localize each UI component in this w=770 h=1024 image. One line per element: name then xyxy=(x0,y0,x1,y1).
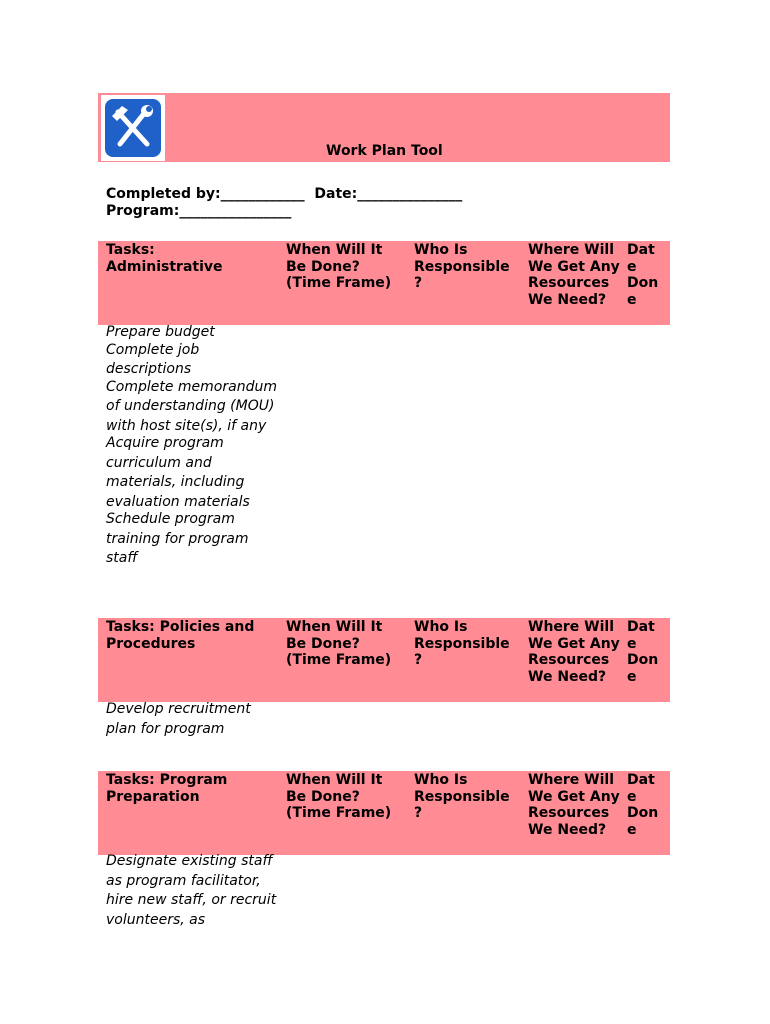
col-date-done: Dat e Don e xyxy=(627,619,659,685)
hammer-wrench-icon xyxy=(101,95,165,161)
list-item: Schedule program training for program staff xyxy=(106,511,249,566)
col-who: Who Is Responsible ? xyxy=(414,772,510,821)
date-field[interactable]: Date:_______________ xyxy=(314,186,463,202)
section-heading: Tasks: Administrative xyxy=(106,242,223,275)
task-list-preparation xyxy=(106,852,278,928)
section-heading: Tasks: Program Preparation xyxy=(106,772,228,805)
col-where: Where Will We Get Any Resources We Need? xyxy=(528,619,620,685)
col-when: When Will It Be Done? (Time Frame) xyxy=(286,619,392,668)
task-list-policies xyxy=(106,700,278,737)
list-item: Develop recruitment plan for program xyxy=(106,701,251,737)
section-heading: Tasks: Policies and Procedures xyxy=(106,619,255,652)
completed-by-field[interactable]: Completed by:____________ xyxy=(106,186,305,202)
col-date-done: Dat e Don e xyxy=(627,242,659,308)
col-who: Who Is Responsible ? xyxy=(414,242,510,291)
col-where: Where Will We Get Any Resources We Need? xyxy=(528,242,620,308)
section-header-administrative xyxy=(98,241,670,325)
list-item: Complete memorandum of understanding (MOU) with host site(s), if any xyxy=(106,378,277,434)
col-when: When Will It Be Done? (Time Frame) xyxy=(286,772,392,821)
list-item: Prepare budget xyxy=(106,324,215,340)
program-field[interactable]: Program:________________ xyxy=(106,203,292,219)
completed-by-line xyxy=(106,186,462,202)
col-when: When Will It Be Done? (Time Frame) xyxy=(286,242,392,291)
col-date-done: Dat e Don e xyxy=(627,772,659,838)
section-header-policies xyxy=(98,618,670,702)
list-item: Acquire program curriculum and materials, including evaluation materials xyxy=(106,435,250,510)
section-header-preparation xyxy=(98,771,670,855)
list-item: Complete job descriptions xyxy=(106,341,200,377)
task-list-administrative xyxy=(106,323,278,567)
col-where: Where Will We Get Any Resources We Need? xyxy=(528,772,620,838)
col-who: Who Is Responsible ? xyxy=(414,619,510,668)
list-item: Designate existing staff as program facilitator, hire new staff, or recruit volunteers, as xyxy=(106,853,277,928)
page-title: Work Plan Tool xyxy=(326,143,443,159)
